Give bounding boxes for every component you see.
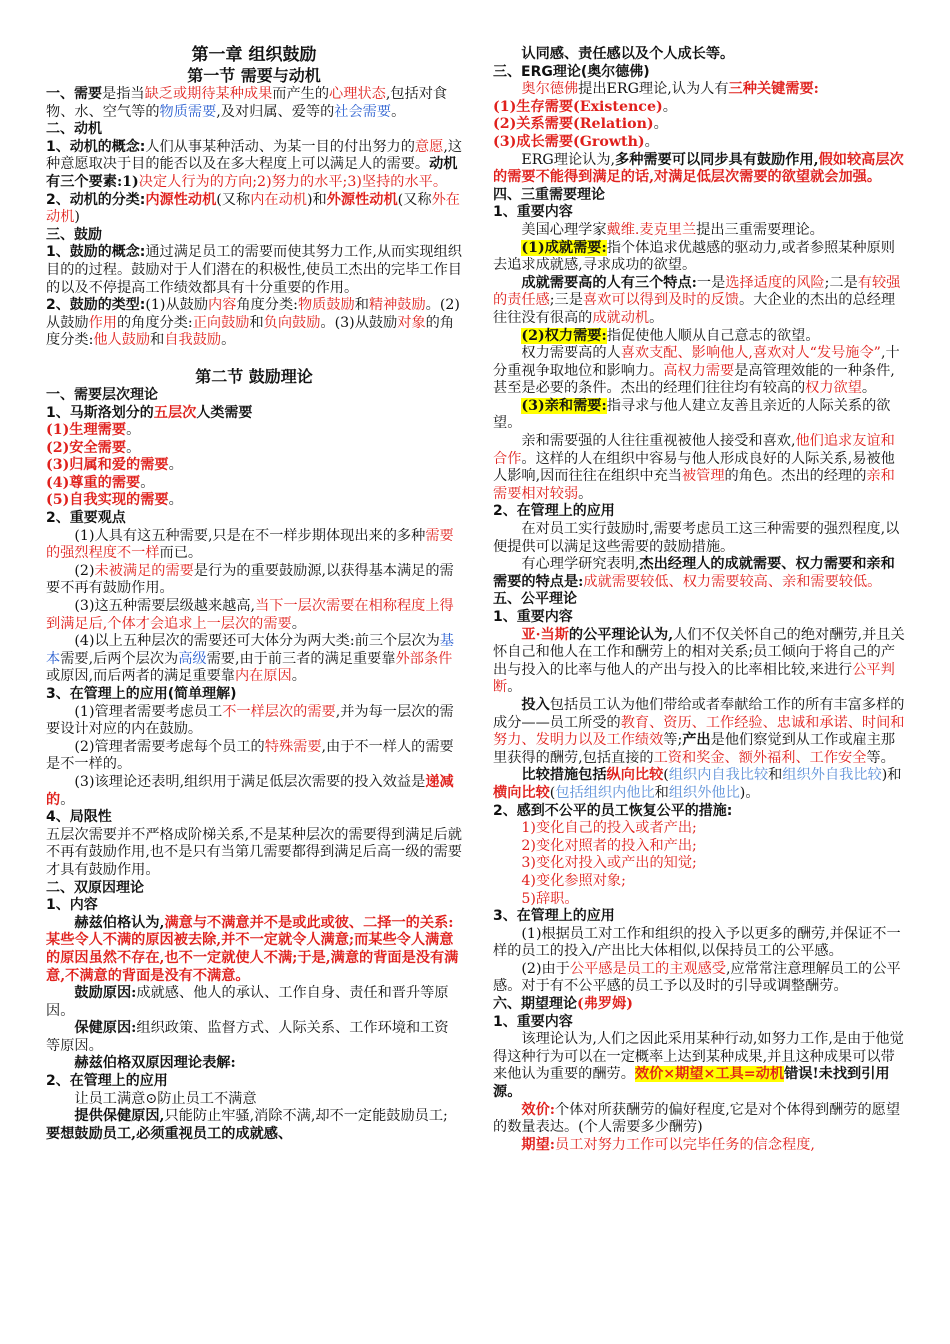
text-run: 纵向比较 <box>606 767 664 784</box>
text-run: (1)从鼓励 <box>145 297 209 314</box>
text-run: (1)生理需要 <box>46 422 127 439</box>
text-run: 在对员工实行鼓励时,需要考虑员工这三种需要的强烈程度,以便提供可以满足这些需要的鼓励措施。 <box>493 521 900 555</box>
text-run: ;二是 <box>824 274 858 291</box>
paragraph <box>46 915 462 985</box>
paragraph <box>493 873 908 891</box>
paragraph <box>46 422 462 440</box>
text-run: 等。 <box>866 749 895 766</box>
text-run: 错误!未找到引用源。 <box>493 1066 890 1101</box>
text-run: 效价×期望×工具=动机 <box>634 1066 785 1083</box>
text-run: 社会需要 <box>334 103 392 120</box>
text-run: 的角度分类: <box>116 314 193 331</box>
text-run: 满意与不满意并不是或此或彼、二择一的关系:某些令人不满的原因被去除,并不一定就令人满意;而某些令人满意的原因虽然不存在,也不一定就使人不满;于是,满意的背面是没有满意,不满意的背面是没有不满意。 <box>46 914 459 984</box>
text-run: 3、在管理上的应用(简单理解) <box>46 686 237 702</box>
text-run: 。 <box>861 380 877 397</box>
paragraph <box>46 387 462 405</box>
paragraph <box>46 739 462 774</box>
text-run: ;三是 <box>549 292 583 309</box>
text-run: 正向鼓励 <box>192 314 250 331</box>
text-run: 1、重要内容 <box>493 1013 573 1030</box>
text-run: 投入 <box>521 696 550 713</box>
text-run: 需要的强烈程度不一样 <box>46 527 454 562</box>
paragraph <box>493 591 908 609</box>
text-run: (1)根据员工对工作和组织的投入予以更多的酬劳,并保证不一样的员工的投入/产出比大体相似,以保持员工的公平感。 <box>493 925 901 960</box>
paragraph <box>493 81 908 99</box>
text-run: ) <box>74 209 80 226</box>
text-run: 组织政策、监督方式、人际关系、工作环境和工资等原因。 <box>46 1020 449 1054</box>
chapter-title <box>46 44 462 66</box>
text-run: 和 <box>768 767 783 784</box>
text-run: 期望: <box>521 1136 556 1153</box>
paragraph <box>46 1091 462 1109</box>
text-run: 意愿 <box>414 138 444 155</box>
text-run: 角度分类: <box>236 297 298 314</box>
text-run: 该理论认为,人们之因此采用某种行动,如努力工作,是由于他觉得这种行为可以在一定概率上达到某种成果,并且这种成果可以带来他认为重要的酬劳。 <box>493 1031 904 1083</box>
text-run: 亚·当斯 <box>521 626 569 643</box>
text-run: 。 <box>291 615 306 632</box>
text-run: 内容 <box>208 297 237 314</box>
text-run: 三、ERG理论(奥尔德佛) <box>493 63 650 80</box>
paragraph <box>493 275 908 328</box>
text-run: (3)亲和需要: <box>521 397 607 414</box>
text-run: 组织外自我比较 <box>782 767 882 784</box>
text-run: (1)生存需要(Existence) <box>493 98 663 115</box>
text-run: 个体对所获酬劳的偏好程度,它是对个体得到酬劳的愿望的数量表达。(个人需要多少酬劳) <box>493 1101 901 1136</box>
text-run: 赫兹伯格认为, <box>74 914 165 931</box>
text-run: 赫兹伯格双原因理论表解: <box>74 1055 236 1072</box>
text-run: 是指当 <box>102 86 145 102</box>
text-run: (2)关系需要(Relation) <box>493 116 654 133</box>
text-run: 3)变化对投入或产出的知觉; <box>521 855 697 872</box>
text-run: 一、需要层次理论 <box>46 386 158 403</box>
text-run: 他们追求友谊和合作 <box>493 433 895 467</box>
text-run: 人们不仅关怀自己的绝对酬劳,并且关怀自己和他人在工作和酬劳上的相对关系;员工倾向于将自己的产出与投入的比率与他人的产出与投入的比率相比较,来进行 <box>493 626 905 678</box>
text-run: (4)尊重的需要 <box>46 474 141 491</box>
text-run: 。 <box>60 791 75 808</box>
paragraph <box>46 774 462 809</box>
text-run: 。(3)从鼓励 <box>320 314 398 331</box>
text-run: 对象 <box>397 314 426 331</box>
text-run: 的公平理论认为, <box>568 626 674 643</box>
text-run: (1)管理者需要考虑员工 <box>74 703 223 720</box>
paragraph <box>493 134 908 152</box>
text-run: 员工对努力工作可以完毕任务的信念程度, <box>555 1136 815 1153</box>
paragraph <box>46 139 462 192</box>
text-run: 是他们察觉到从工作或雇主那里获得的酬劳,包括直接的 <box>493 732 896 766</box>
text-run: 包括员工认为他们带给或者奉献给工作的所有丰富多样的成分——员工所受的 <box>493 696 905 731</box>
text-run: 决定人行为的方向;2)努力的水平;3)坚持的水平。 <box>138 173 448 190</box>
text-run: 内在动机 <box>250 191 307 208</box>
paragraph <box>493 697 908 767</box>
paragraph <box>493 116 908 134</box>
paragraph <box>46 827 462 880</box>
text-run: 。 <box>644 133 659 150</box>
text-run: 组织内自我比较 <box>668 767 769 784</box>
text-run: 组织外他比 <box>668 784 740 801</box>
text-run: 自我鼓励 <box>164 332 222 349</box>
paragraph <box>493 1014 908 1032</box>
text-run: 未被满足的需要 <box>94 562 194 579</box>
paragraph <box>493 556 908 591</box>
text-run: 认同感、责任感以及个人成长等。 <box>521 46 735 62</box>
text-run: 缺乏或期待某种成果 <box>144 86 273 102</box>
text-run: 1)变化自己的投入或者产出; <box>521 820 697 837</box>
text-run: 2、感到不公平的员工恢复公平的措施: <box>493 802 733 819</box>
text-run: ,包括对食物、水、空气等的 <box>46 86 448 120</box>
paragraph <box>46 1108 462 1143</box>
text-run: 。 <box>391 103 406 120</box>
paragraph <box>46 809 462 827</box>
text-run: (2)安全需要 <box>46 439 127 456</box>
text-run: 2、重要观点 <box>46 510 126 527</box>
spacer <box>46 350 462 367</box>
text-run: ,由于不一样人的需要是不一样的。 <box>46 738 454 773</box>
text-run: 外源性动机 <box>326 191 398 208</box>
paragraph <box>493 222 908 240</box>
text-run: 物质鼓励 <box>297 297 355 314</box>
text-run: 六、期望理论 <box>493 996 577 1013</box>
text-run: (4)以上五种层次的需要还可大体分为两大类:前三个层次为 <box>74 633 440 650</box>
text-run: 。 <box>126 422 141 439</box>
paragraph <box>46 121 462 139</box>
text-run: 递减的 <box>46 773 454 808</box>
paragraph <box>46 598 462 633</box>
text-run: 基本 <box>46 633 454 667</box>
text-run: 包括组织内他比 <box>555 784 655 801</box>
text-run: 和 <box>654 784 669 801</box>
text-run: 五、公平理论 <box>493 591 577 608</box>
text-run: 一、 <box>46 86 74 102</box>
paragraph <box>46 475 462 493</box>
text-run: 亲和需要相对较弱 <box>493 468 895 502</box>
text-run: 。 <box>649 309 664 326</box>
paragraph <box>46 227 462 245</box>
text-run: ,十分重视争取地位和影响力。 <box>493 345 900 379</box>
paragraph <box>493 503 908 521</box>
text-run: (1)成就需要: <box>521 239 607 256</box>
text-run: 是高管理效能的一种条件,甚至是必要的条件。杰出的经理们往往均有较高的 <box>493 362 895 397</box>
text-run: )和 <box>306 191 327 208</box>
text-run: 特殊需要 <box>264 738 322 755</box>
paragraph <box>46 297 462 350</box>
text-run: 提出ERG理论,认为人有 <box>578 81 729 98</box>
text-run: 内源性动机 <box>145 191 217 208</box>
text-run: 不一样层次的需要 <box>222 703 336 720</box>
paragraph <box>46 244 462 297</box>
text-run: (3)该理论还表明,组织用于满足低层次需要的投入效益是 <box>74 773 426 790</box>
paragraph <box>46 457 462 475</box>
text-run: 负向鼓励 <box>263 314 321 331</box>
text-run: 。大企业的杰出的总经理往往没有很高的 <box>493 292 896 326</box>
text-run: 成就感、他人的承认、工作自身、责任和晋升等原因。 <box>46 985 449 1019</box>
paragraph <box>493 767 908 802</box>
text-run: 三种关键需要: <box>728 81 819 98</box>
text-run: 指促使他人顺从自己意志的欲望。 <box>606 327 820 344</box>
text-run: 鼓励原因: <box>74 985 137 1002</box>
text-run: 有心理学研究表明, <box>521 556 640 573</box>
text-run: 二、双原因理论 <box>46 879 144 896</box>
text-run: (又称 <box>216 191 251 208</box>
text-run: 一是 <box>696 274 726 291</box>
text-run: 的角度分类: <box>46 314 455 349</box>
text-run: 。 <box>140 474 155 491</box>
paragraph <box>46 1055 462 1073</box>
paragraph <box>493 187 908 205</box>
paragraph <box>46 563 462 598</box>
paragraph <box>493 803 908 821</box>
paragraph <box>493 838 908 856</box>
text-run: 公平感是员工的主观感受 <box>569 960 726 977</box>
paragraph <box>493 855 908 873</box>
paragraph <box>46 1073 462 1091</box>
text-run: 1、重要内容 <box>493 609 573 625</box>
text-run: 人们从事某种活动、为某一目的付出努力的 <box>145 138 415 155</box>
text-run: (2)由于 <box>521 960 570 977</box>
text-run: 1、动机的概念: <box>46 138 146 155</box>
text-run: 外在动机 <box>46 191 460 226</box>
text-run: (5)自我实现的需要 <box>46 492 169 509</box>
text-run: 。 <box>291 668 306 685</box>
paragraph <box>46 1020 462 1055</box>
text-run: 产出 <box>682 732 711 749</box>
text-run: 。 <box>126 439 141 456</box>
text-run: 喜欢可以得到及时的反馈 <box>582 292 739 309</box>
text-run: 需要,由于前三者的满足重要靠 <box>206 650 396 667</box>
text-run: 4)变化参照对象; <box>521 872 626 889</box>
paragraph <box>46 192 462 227</box>
text-run: 。 <box>662 98 677 115</box>
paragraph <box>46 880 462 898</box>
paragraph <box>46 686 462 704</box>
text-run: 人类需要 <box>196 404 253 421</box>
text-run: (3)这五种需要层级越来越高, <box>74 598 256 615</box>
paragraph <box>493 240 908 275</box>
paragraph <box>46 492 462 510</box>
text-run: 第一章 组织鼓励 <box>191 45 317 65</box>
paragraph <box>493 891 908 909</box>
text-run: 和 <box>150 332 165 349</box>
text-run: 心理状态 <box>329 86 386 102</box>
text-run: 是行为的重要鼓励源,以获得基本满足的需要不再有鼓励作用。 <box>46 562 454 597</box>
text-run: 。 <box>653 116 668 133</box>
text-run: 。这样的人在组织中容易与他人形成良好的人际关系,易被他人影响,因而往往在组织中充当 <box>493 450 895 485</box>
text-run: 让员工满意⊙防止员工不满意 <box>74 1090 257 1107</box>
text-run: 3、在管理上的应用 <box>493 908 615 925</box>
text-run: 4、局限性 <box>46 809 112 826</box>
text-run: 。 <box>168 457 183 474</box>
text-run: 通过满足员工的需要而使其努力工作,从而实现组织目的的过程。鼓励对于人们潜在的积极性,使员工杰出的完毕工作目的以及不停提高工作绩效都具有十分重要的作用。 <box>46 244 462 296</box>
paragraph <box>493 345 908 398</box>
paragraph <box>493 820 908 838</box>
text-run: 内在原因 <box>234 668 292 685</box>
text-run: 2)变化对照者的投入和产出; <box>521 837 697 854</box>
paragraph <box>493 1031 908 1101</box>
paragraph <box>493 1137 908 1155</box>
text-run: 第一节 需要与动机 <box>187 66 321 85</box>
text-run: 美国心理学家 <box>521 221 607 238</box>
paragraph <box>46 86 462 121</box>
paragraph <box>493 1102 908 1137</box>
paragraph <box>493 961 908 996</box>
text-run: ( <box>663 767 669 784</box>
text-run: ,及对归属、爱等的 <box>216 103 335 120</box>
text-run: (2) <box>74 562 95 579</box>
text-run: )。 <box>739 784 760 801</box>
text-run: 1、马斯洛划分的 <box>46 404 154 421</box>
text-run: 五层次需要并不严格成阶梯关系,不是某种层次的需要得到满足后就不再有鼓励作用,也不是只有当第几需要都得到满足后高一级的需要才具有鼓励作用。 <box>46 826 462 878</box>
text-run: 喜欢支配、影响他人,喜欢对人“发号施令” <box>620 345 881 362</box>
section-title <box>46 66 462 86</box>
text-run: 二、动机 <box>46 121 102 138</box>
text-run: 教育、资历、工作经验、忠诚和承诺、时间和努力、发明力以及工作绩效 <box>493 714 905 749</box>
text-run: 权力欲望 <box>805 380 862 397</box>
text-run: 五层次 <box>153 404 197 421</box>
text-run: 成就需要较低、权力需要较高、亲和需要较低。 <box>583 573 882 590</box>
paragraph <box>493 996 908 1014</box>
text-run: 要想鼓励员工,必须重视员工的成就感、 <box>46 1125 293 1142</box>
paragraph <box>493 627 908 697</box>
text-run: 外部条件 <box>395 650 453 667</box>
text-run: 需要 <box>74 86 102 102</box>
text-run: 三、鼓励 <box>46 226 102 243</box>
paragraph <box>46 510 462 528</box>
text-run: (2)权力需要: <box>521 327 607 344</box>
text-run: 高级 <box>178 650 207 667</box>
text-run: (1)人具有这五种需要,只是在不一样步期体现出来的多种 <box>74 527 426 544</box>
text-run: 四、三重需要理论 <box>493 186 605 203</box>
paragraph <box>493 908 908 926</box>
text-run: 多种需要可以同步具有鼓励作用, <box>615 151 819 168</box>
text-run: 。 <box>578 485 593 502</box>
text-run: 物质需要 <box>159 103 217 120</box>
paragraph <box>493 46 908 64</box>
text-run: 提出三重需要理论。 <box>696 221 824 238</box>
text-run: 和 <box>249 314 264 331</box>
paragraph <box>46 405 462 423</box>
text-run: 指个体追求优越感的驱动力,或者参照某种原则去追求成就感,寻求成功的欲望。 <box>493 239 895 274</box>
paragraph <box>493 521 908 556</box>
text-run: 1、重要内容 <box>493 204 573 221</box>
text-run: (2)管理者需要考虑每个员工的 <box>74 738 265 755</box>
text-run: 比较措施包括 <box>521 767 607 784</box>
text-run: 效价: <box>521 1101 556 1118</box>
text-run: 保健原因: <box>74 1020 137 1037</box>
text-run: 横向比较 <box>493 784 550 801</box>
text-run: 成就需要高的人有三个特点: <box>521 274 697 291</box>
text-run: ( <box>549 784 556 801</box>
text-run: ,这种意愿取决于目的能否以及在多大程度上可以满足人的需要。 <box>46 138 463 173</box>
text-run: 。 <box>168 492 183 509</box>
text-run: 假如较高层次的需要不能得到满足的话,对满足低层次需要的欲望就会加强。 <box>493 151 904 186</box>
text-run: 1、鼓励的概念: <box>46 244 146 261</box>
text-run: 选择适度的风险 <box>725 274 825 291</box>
text-run: 工资和奖金、额外福利、工作安全 <box>653 749 867 766</box>
paragraph <box>493 64 908 82</box>
paragraph <box>493 433 908 503</box>
text-run: ERG理论认为, <box>521 151 616 168</box>
text-run: 杰出经理人的成就需要、权力需要和亲和需要的特点是: <box>493 556 895 590</box>
text-run: 只能防止牢骚,消除不满,却不一定能鼓励员工; <box>164 1108 448 1125</box>
text-run: 有较强的责任感 <box>493 274 901 309</box>
paragraph <box>493 152 908 187</box>
paragraph <box>46 633 462 686</box>
text-run: (3)成长需要(Growth) <box>493 133 645 150</box>
text-run: 作用 <box>88 314 117 331</box>
paragraph <box>493 926 908 961</box>
paragraph <box>46 440 462 458</box>
text-run: 奥尔德佛 <box>521 81 579 98</box>
text-run: 等; <box>663 732 683 749</box>
paragraph <box>493 99 908 117</box>
paragraph <box>46 704 462 739</box>
text-run: 2、动机的分类: <box>46 191 146 208</box>
text-run: )和 <box>881 767 902 784</box>
paragraph <box>46 985 462 1020</box>
text-run: 精神鼓励 <box>368 297 426 314</box>
text-run: 而产生的 <box>272 86 330 102</box>
paragraph <box>493 398 908 433</box>
text-run: 1、内容 <box>46 897 98 914</box>
text-run: 亲和需要强的人往往重视被他人接受和喜欢, <box>521 433 796 450</box>
text-run: 成就动机 <box>592 309 650 326</box>
text-run: 。(2)从鼓励 <box>46 297 460 331</box>
text-run: 2、鼓励的类型: <box>46 297 146 314</box>
text-run: (3)归属和爱的需要 <box>46 457 169 474</box>
text-run: 指寻求与他人建立友善且亲近的人际关系的欲望。 <box>493 397 891 432</box>
text-run: 权力需要高的人 <box>521 345 621 362</box>
text-run: 第二节 鼓励理论 <box>195 366 313 386</box>
left-column <box>46 44 462 1143</box>
paragraph <box>46 897 462 915</box>
paragraph <box>493 204 908 222</box>
text-run: 高权力需要 <box>663 362 735 379</box>
right-column <box>493 46 908 1154</box>
paragraph <box>493 328 908 346</box>
text-run: 5)辞职。 <box>521 890 579 907</box>
text-run: 公平判断 <box>493 661 895 696</box>
text-run: 或原因,而后两者的满足重要靠 <box>46 668 235 685</box>
text-run: 戴维.麦克里兰 <box>606 221 697 238</box>
text-run: 和 <box>354 297 369 314</box>
text-run: 2、在管理上的应用 <box>493 503 615 520</box>
text-run: 当下一层次需要在相称程度上得到满足后,个体才会追求上一层次的需要 <box>46 598 454 632</box>
paragraph <box>493 609 908 627</box>
text-run: 。 <box>221 332 236 349</box>
paragraph <box>46 528 462 563</box>
text-run: 的角色。杰出的经理的 <box>724 468 867 485</box>
text-run: 动机有三个要素:1) <box>46 156 458 190</box>
text-run: 被管理 <box>681 468 725 485</box>
text-run: 他人鼓励 <box>93 332 151 349</box>
text-run: (又称 <box>397 191 432 208</box>
text-run: (弗罗姆) <box>577 996 633 1013</box>
text-run: 2、在管理上的应用 <box>46 1073 168 1090</box>
text-run: 。 <box>507 679 522 696</box>
text-run: ,应常常注意理解员工的公平感。对于有不公平感的员工予以及时的引导或调整酬劳。 <box>493 960 901 995</box>
text-run: 需要,后两个层次为 <box>60 650 179 667</box>
text-run: 提供保健原因, <box>74 1108 165 1125</box>
text-run: ,并为每一层次的需要设计对应的内在鼓励。 <box>46 703 454 738</box>
text-run: 而已。 <box>159 545 203 562</box>
section-title <box>46 367 462 387</box>
